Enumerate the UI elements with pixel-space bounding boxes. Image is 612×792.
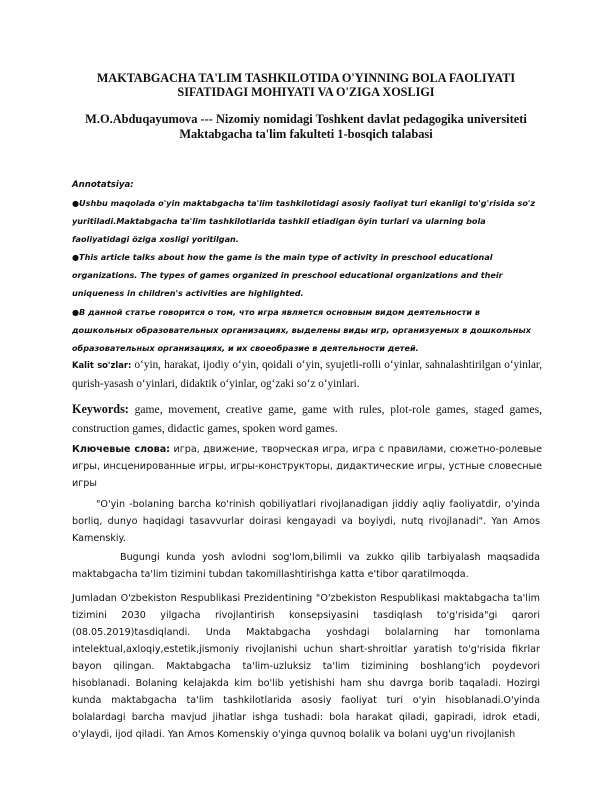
quote-paragraph: "O'yin -bolaning barcha ko'rinish qobiliyatlari rivojlanadigan jiddiy aqliy faoliyatdir, o'yinda borliq, dunyo haqidagi tasavvurlar doirasi kengayadi va boyiydi, nutq rivojlanadi". Yan Amos Kamenskiy. — [72, 499, 540, 544]
body-paragraph-2: Jumladan O'zbekiston Respublikasi Prezidentining "O'zbekiston Respublikasi maktabgacha ta'lim tizimini 2030 yilgacha rivojlantirish konsepsiyasini tasdiqlash to'g'risida"gi qarori (08.05.2019)tasdiqlandi. Unda Maktabgacha yoshdagi bolalarning har tomonlama intelektual,axloqiy,estetik,jismoniy rivojlanishi uchun shart-shroitlar yaratish to'g'risida fikrlar bayon qilingan. Maktabgacha ta'lim-uzluksiz ta'lim tizimining boshlang'ich poydevori hisoblanadi. Bolaning kelajakda kim bo'lib yetishishi ham shu davrga borib taqaladi. Hozirgi kunda maktabgacha ta'lim tashkilotlarida asosiy faoliyat turi o'yin hisoblanadi.O'yinda bolalardagi barcha mavjud jihatlar ishga tushadi: bola harakat qiladi, gapiradi, idrok etadi, o'ylaydi, ijod qiladi. Yan Amos Komenskiy o'yinga quvnoq bolalik va bolani uyg'un rivojlanish — [72, 593, 540, 740]
keywords-english-text: game, movement, creative game, game with rules, plot-role games, staged games, construction games, didactic games, spoken word games. — [72, 403, 542, 435]
keywords-english-label: Keywords: — [72, 402, 129, 416]
keywords-russian — [72, 441, 542, 492]
title-line-2: SIFATIDAGI MOHIYATI VA O'ZIGA XOSLIGI — [177, 85, 435, 99]
annotation-heading: Annotatsiya: — [72, 180, 134, 190]
body-paragraph-1: Bugungi kunda yosh avlodni sog'lom,bilimli va zukko qilib tarbiyalash maqsadida maktabgacha ta'lim tizimini tubdan takomillashtirishga katta e'tibor qaratilmoqda. — [72, 552, 540, 580]
keywords-uzbek-text: o‘yin, harakat, ijodiy o‘yin, qoidali o‘yin, syujetli-rolli o‘yinlar, sahnalashtirilgan o‘yinlar, qurish-yasash o‘yinlari, didaktik o‘yinlar, og‘zaki so‘z o‘yinlari. — [72, 359, 542, 390]
abstract-uzbek: ●Ushbu maqolada o'yin maktabgacha ta'lim tashkilotidagi asosiy faoliyat turi ekanligi to'g'risida so'z yuritiladi.Maktabgacha ta'lim tashkilotlarida tashkil etiadigan öyin turlari va ularning bola faoliyatidagi öziga xosligi yoritilgan. — [72, 198, 536, 244]
keywords-uzbek — [72, 356, 542, 393]
author-line-2: Maktabgacha ta'lim fakulteti 1-bosqich talabasi — [179, 127, 433, 141]
keywords-russian-text: игра, движение, творческая игра, игра с правилами, сюжетно-ролевые игры, инсценированные игры, игры-конструкторы, дидактические игры, устные словесные игры — [72, 444, 542, 489]
abstract-russian: ●В данной статье говорится о том, что игра является основным видом деятельности в дошкольных образовательных организациях, выделены виды игр, организуемых в дошкольных образовательных организациях, и их своеобразие в деятельности детей. — [72, 307, 531, 353]
abstract-english: ●This article talks about how the game is the main type of activity in preschool educational organizations. The types of games organized in preschool educational organizations and their uniqueness in children's activities are highlighted. — [72, 252, 503, 298]
keywords-english — [72, 400, 542, 438]
keywords-uzbek-label: Kalit so'zlar: — [72, 360, 132, 370]
keywords-russian-label: Ключевые слова: — [72, 444, 171, 455]
title-line-1: MAKTABGACHA TA'LIM TASHKILOTIDA O'YINNING BOLA FAOLIYATI — [96, 71, 516, 85]
author-line-1: M.O.Abduqayumova --- Nizomiy nomidagi Toshkent davlat pedagogika universiteti — [85, 112, 527, 126]
